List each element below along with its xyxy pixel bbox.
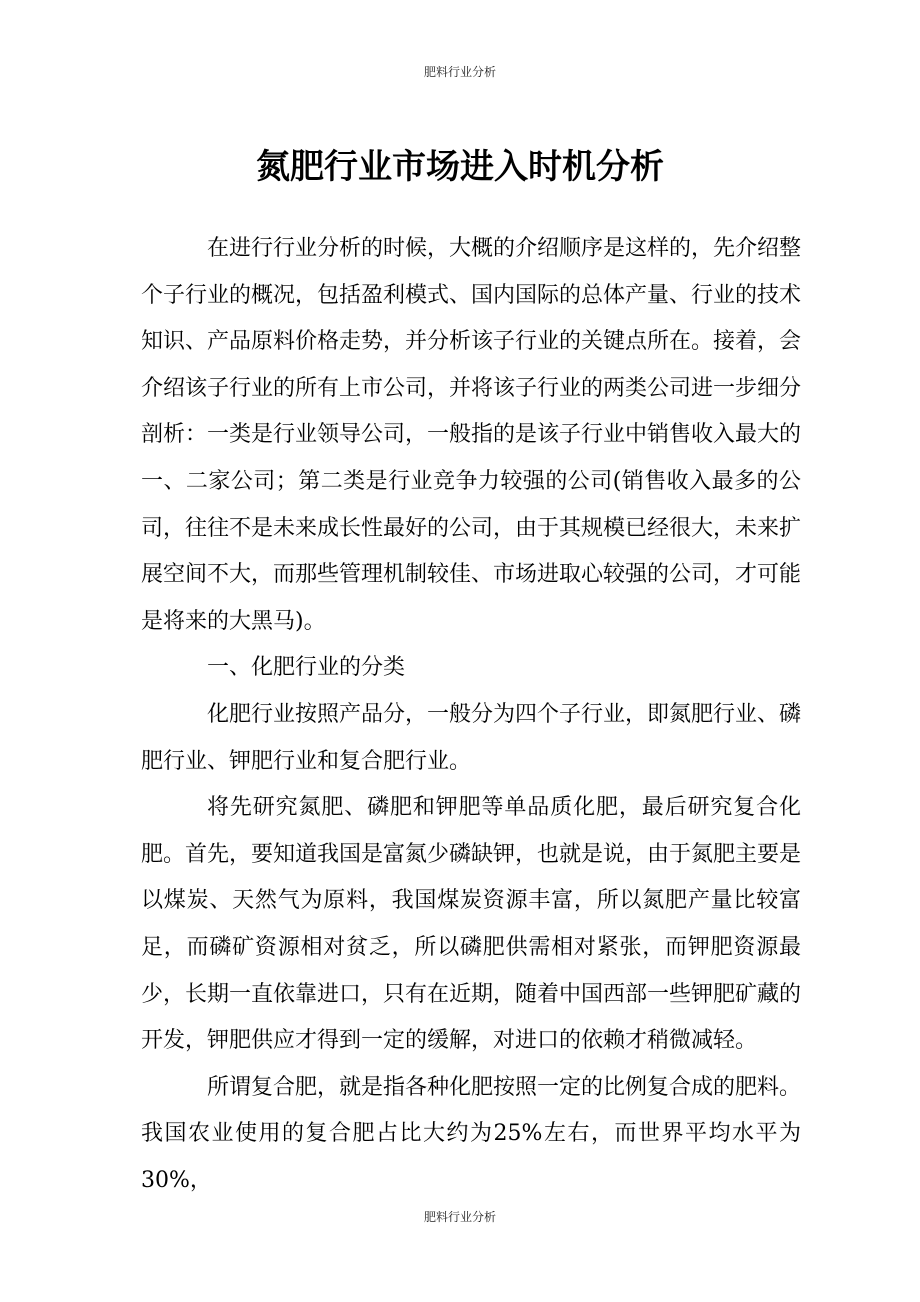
section-heading-classification: 一、化肥行业的分类: [207, 655, 406, 681]
document-title: 氮肥行业市场进入时机分析: [256, 147, 664, 187]
paragraph-classification: 化肥行业按照产品分，一般分为四个子行业，即氮肥行业、磷肥行业、钾肥行业和复合肥行业。: [141, 701, 802, 774]
page-footer: 肥料行业分析: [423, 1210, 496, 1224]
page-header: 肥料行业分析: [423, 65, 496, 79]
document-body: [141, 226, 801, 1204]
paragraph-compound-fertilizer: 所谓复合肥，就是指各种化肥按照一定的比例复合成的肥料。我国农业使用的复合肥占比大约为25%左右，而世界平均水平为30%，: [141, 1074, 802, 1193]
paragraph-resources: 将先研究氮肥、磷肥和钾肥等单品质化肥，最后研究复合化肥。首先，要知道我国是富氮少磷缺钾，也就是说，由于氮肥主要是以煤炭、天然气为原料，我国煤炭资源丰富，所以氮肥产量比较富足，而磷矿资源相对贫乏，所以磷肥供需相对紧张，而钾肥资源最少，长期一直依靠进口，只有在近期，随着中国西部一些钾肥矿藏的开发，钾肥供应才得到一定的缓解，对进口的依赖才稍微减轻。: [141, 795, 802, 1054]
paragraph-intro: 在进行行业分析的时候，大概的介绍顺序是这样的，先介绍整个子行业的概况，包括盈利模式、国内国际的总体产量、行业的技术知识、产品原料价格走势，并分析该子行业的关键点所在。接着，会介绍该子行业的所有上市公司，并将该子行业的两类公司进一步细分剖析：一类是行业领导公司，一般指的是该子行业中销售收入最大的一、二家公司；第二类是行业竞争力较强的公司(销售收入最多的公司，往往不是未来成长性最好的公司，由于其规模已经很大，未来扩展空间不大，而那些管理机制较佳、市场进取心较强的公司，才可能是将来的大黑马)。: [141, 236, 802, 634]
